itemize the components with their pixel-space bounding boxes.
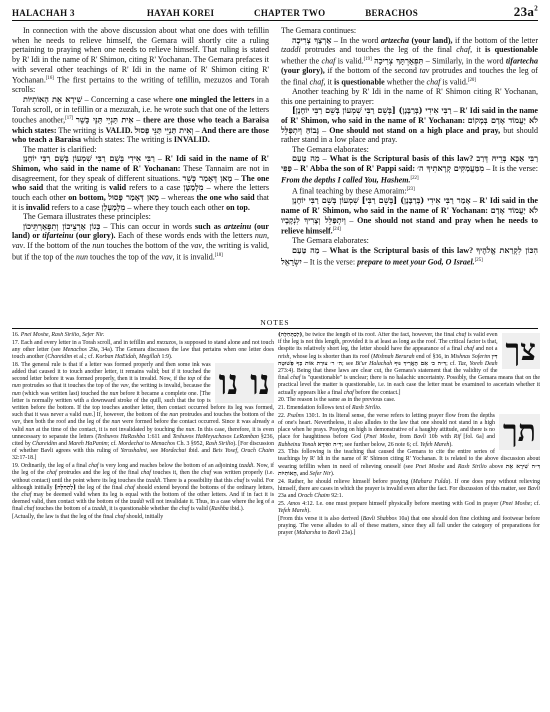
italic-text: Rash Sirilio [205, 441, 234, 448]
italic-text: tzaddi [281, 45, 301, 55]
bold-text: One should not stand and pray when he needs to relieve himself. [281, 215, 538, 236]
footnote: [Actually, the law is that the leg of the final chaf should, initially [12, 514, 164, 521]
footnote-ref: [25] [474, 257, 483, 263]
paragraph: The Gemara elaborates: [292, 236, 369, 246]
paragraph: The Gemara elaborates: [292, 144, 369, 154]
bold-text: R' Idi said in the name of R' Shimon, who said in the name of R' Yochanan: [281, 106, 538, 125]
italic-text: chaf [456, 332, 467, 338]
hebrew-text: מָאן דְּאָמַר פָּסוּל [108, 191, 159, 202]
hebrew-text: לֹא יַעֲמוֹד אָדָם בְּמָקוֹם גָּבוֹהַּ וְיִתְפַּלֵּל [281, 114, 538, 135]
hebrew-text: אַרְצָךְ צְרִיכָה [292, 34, 332, 45]
hebrew-text: מָאן דְּאָמַר כָּשֵׁר [182, 172, 233, 183]
bold-italic-text: From the depths I called You, Hashem. [281, 175, 411, 185]
italic-text: Bavli Shabbos [362, 515, 397, 522]
italic-text: mezuzos [156, 339, 177, 346]
hebrew-text: מַה טַּעַם [292, 245, 320, 256]
hebrew-text: כְּגוֹן אַרְצֵיכוֹן וְתִפְאַרְתֵּיכוֹן [23, 220, 101, 231]
header-center [107, 8, 498, 18]
italic-text: chaf [124, 484, 135, 491]
paragraph: A final teaching by these Amoraim:[23] [292, 186, 415, 196]
italic-text: chaf [179, 506, 190, 513]
bold-text: (your glory), [281, 66, 325, 76]
footnote: 17. Each and every letter in a Torah scroll, and in tefillin and mezuzos, is supposed to stand alone and not touch any other letter (see Menachos 29a, 34a). The Gemara discusses the law that pertains when one letter does touch another (Chareidim et al.; cf. Korban HaEidah, Megillah 1:9). [12, 339, 274, 361]
italic-text: Mordechai [160, 448, 187, 455]
italic-text: chaf [456, 45, 471, 55]
page-number: $23a^2$ [513, 4, 538, 19]
italic-text: nun [169, 412, 179, 419]
italic-text: nun, vav [12, 231, 269, 251]
italic-text: Menachos [62, 346, 87, 353]
italic-text: chaf [201, 470, 212, 477]
italic-text: Orach Chaim [297, 492, 330, 499]
footnote: צך (לְכַתְּחִלָּה), be twice the length of its roof. After the fact, however, the final chaf is valid even if the leg is not this length, provided it is at least as long as the roof. The critical factor is that, despite its relatively short leg, the letter should have the appearance of a final chaf and not a reish, whose leg is shorter than its roof (Mishnah Berurah end of §36, in Mishnas Soferim דִּין ה׳ ר׳ צוּרַת אוֹת כַּף פְּשׁוּטָה; see Bi'ur Halachah דִּ״ה כ׳ אִם הָאֲרִיךְ גּוּף; cf. Taz, Yoreh Deah 273:4). Being that these laws are clear cut, the Gemara's statement that the validity of the final chaf is "questionable" is unclear; there is no halachic uncertainty. Possibly, the Gemara means that on the practical level the matter is questionable, i.e. in each case the letter must be examined to ascertain whether it actually appears like a final chaf before the contact.] [278, 332, 540, 396]
paragraph: Another teaching by R' Idi in the name of R' Shimon citing R' Yochanan, this one pertaining to prayer: [281, 87, 538, 106]
footnote-ref: [18] [214, 252, 223, 258]
paragraph: In connection with the above discussion about what one does with tefillin when he needs to relieve himself, the Gemara will shortly cite a ruling pertaining to praying when one needs to relieve himself. That ruling is stated by R' Idi in the name of R' Shimon, citing R' Yochanan. The Gemara prefaces it with several other teachings of R' Idi in the name of R' Shimon citing R' Yochanan.[16] The first pertains to the writing of tefillin, mezuzos and Torah scrolls: [12, 26, 269, 95]
italic-text: chaf [426, 77, 441, 87]
bold-text: there are those who teach a Baraisa which states: [12, 115, 269, 135]
bold-text: is questionable [333, 77, 385, 87]
hebrew-text: (לְכַתְּחִלָּה) [278, 332, 303, 338]
footnote-ref: [20] [467, 77, 476, 83]
illustration-letters: תך [502, 413, 536, 449]
paragraph: The matter is clarified: [23, 144, 97, 154]
notes-heading: NOTES [260, 318, 290, 327]
bold-text: One should not stand on a high place and pray, [329, 125, 501, 135]
italic-text: Menachos [151, 441, 176, 448]
italic-text: Bavli [527, 485, 540, 492]
notes-rule [12, 328, 538, 329]
italic-text: Chareidim [47, 354, 73, 361]
bold-text: R' Abba the son of R' Pappi said: [300, 164, 416, 174]
bold-text: R' Idi said in the name of R' Shimon, who said in the name of R' Yochanan: [12, 154, 269, 174]
hebrew-text: דִּין ה׳ ר׳ צוּרַת אוֹת כַּף פְּשׁוּטָה [278, 353, 498, 367]
hebrew-text: אָמַר רַבִּי אִידִי (בְּרַבָּנָן) [בְּשֵׁם רַבִּי] שִׁמְעוֹן בְּשֵׁם רַבִּי יוֹחָנָן [292, 195, 471, 206]
header-rule [12, 20, 538, 21]
footnote-ref: [23] [406, 187, 415, 193]
halachah-label: HALACHAH 3 [12, 8, 75, 18]
italic-text: Mordechai [118, 441, 144, 448]
italic-text: vav [120, 383, 129, 390]
hebrew-text: מִמַּעֲמַקִּים קְרָאתִיךָ ה׳ [417, 163, 485, 174]
paragraph: The Gemara illustrates these principles: [23, 212, 151, 222]
footnote: 23. This following is the teaching that caused the Gemara to cite the entire series of teachings by R' Idi in the name of R' Shimon citing R' Yochanan. It is related to the above discussion about wearing tefillin when in need of relieving oneself (see Pnei Moshe and Rash Sirilio above דִּ״ה שִׁירָא אֵת הָאוֹתִיּוֹת, and Sefer Nir). [278, 449, 540, 477]
footnote-ref: [17] [65, 116, 74, 122]
italic-text: Rif [453, 434, 461, 441]
chapter-title: CHAPTER TWO [254, 8, 326, 18]
hebrew-text: דִּ״ה שִׁירָא אֵת הָאוֹתִיּוֹת [278, 463, 540, 477]
italic-text: nun [92, 241, 105, 251]
bold-text: The one who said [12, 173, 269, 193]
italic-text: Yefeh Mareh [278, 507, 308, 514]
italic-text: Rash Sirilio [352, 405, 380, 412]
hebrew-text: רַבִּי אִידִי (בְּרַבָּנָן) [בְּשֵׁם רַבִּי שִׁמְעוֹן בְּשֵׁם רַבִּי יוֹחָנָן] [292, 105, 452, 116]
footnote: 19. Ordinarily, the leg of a final chaf is very long and reaches below the bottom of an adjoining tzaddi. Now, if the leg of the chaf protrudes and the leg of the final chaf touches it, then the chaf was written properly (i.e. without contact) until the point where its leg touches the tzaddi. There is a possibility that this chaf is valid. For although initially [לְתְחִלָּה] the leg of the final chaf should extend beyond the bottoms of the ordinary letters, the chaf may be deemed valid when its leg is equal with the bottom of the other letters. And if in fact it is deemed valid, then contact with the bottom of the tzaddi will not invalidate it. Thus, in a case where the leg of a final chaf touches the bottom of a tzaddi, it is questionable whether the chaf is valid (Rashba ibid.). [12, 463, 274, 513]
italic-text: nun [75, 252, 88, 262]
tractate-title: BERACHOS [365, 8, 419, 18]
footnote-ref: [19] [363, 56, 372, 62]
italic-text: Sefer Nir [309, 470, 331, 477]
footnote-ref: [24] [332, 227, 341, 233]
paragraph: מַה טַּעַם – What is the Scriptural basis of this law? רַבִּי אַבָּא בְּרֵיהּ דְּרַב פַּפִּי – R' Abba the son of R' Pappi said: מִמַּעֲמַקִּים קְרָאתִיךָ ה׳ – It is the verse: From the depths I called You, Hashem.[22] [281, 153, 538, 185]
italic-text: chaf [234, 477, 245, 484]
paragraph: אָמַר רַבִּי אִידִי (בְּרַבָּנָן) [בְּשֵׁם רַבִּי] שִׁמְעוֹן בְּשֵׁם רַבִּי יוֹחָנָן – R' Idi said in the name of R' Shimon, who said in the name of R' Yochanan: לֹא יַעֲמוֹד אָדָם וְיִתְפַּלֵּל וְצָרִיךְ לִנְקָבָיו – One should not stand and pray when he needs to relieve himself.[24] [281, 195, 538, 236]
bold-italic-text: prepare to meet your God, O Israel. [357, 257, 475, 267]
paragraph: מַה טַּעַם – What is the Scriptural basis of this law? הִכּוֹן לִקְרַאת אֱלֹהֶיךָ יִשְׂרָאֵל – It is the verse: prepare to meet your God, O Israel.[25] [281, 245, 538, 267]
hebrew-text: וְאִית תַּנְיֵי תַּנֵּי פָּסוּל [134, 124, 194, 135]
footnote: 20. The reason is the same as in the previous case. [278, 397, 396, 404]
section-title: HAYAH KOREI [146, 8, 215, 18]
paragraph: The Gemara continues: [281, 26, 357, 35]
italic-text: chaf [88, 463, 99, 470]
bold-text: the one who said [196, 192, 255, 202]
italic-text: chaf [115, 514, 126, 521]
main-text-right-column [281, 26, 538, 312]
italic-text: vav [161, 252, 173, 262]
italic-text: reish [278, 353, 290, 360]
bold-italic-text: artzecha [380, 35, 410, 45]
italic-text: tav [419, 66, 430, 76]
italic-text: Beis Yosef, Orach Chaim [212, 448, 274, 455]
bold-text: one mingled the letters [175, 95, 255, 105]
notes-right-column [278, 332, 540, 708]
bold-text: (your land), [409, 35, 453, 45]
bold-text: What is the Scriptural basis of this law? [329, 154, 474, 164]
italic-text: Mishnah Berurah [373, 353, 415, 360]
footnote: 21. Emendation follows text of Rash Sirilio. [278, 405, 382, 412]
italic-text: chaf [46, 470, 57, 477]
bold-text: (our glory). [73, 231, 116, 241]
letter-illustration-tzaddichaf [502, 333, 540, 369]
italic-text: vav [12, 419, 21, 426]
footnote: תך 22. Psalms 130:1. In its literal sense, the verse refers to letting prayer flow from the depths of one's heart. Nevertheless, it also alludes to the law that one should not stand in a high place when he prays. Praying on high is demonstrative of a haughty attitude, and there is no place for haughtiness before God (Pnei Moshe, from Bavli 10b with Rif [fol. 6a] and Rabbeinu Yonah דִּ״ה ואִירָא; see further below, 26 note 6; cf. Yefeh Mareh). [278, 413, 540, 449]
italic-text: Rashba [211, 506, 229, 513]
bold-italic-text: tifartecha [505, 56, 538, 66]
italic-text: nun [111, 419, 121, 426]
letter-illustration-tavchaf [499, 414, 540, 450]
hebrew-text: הִכּוֹן לִקְרַאת אֱלֹהֶיךָ יִשְׂרָאֵל [281, 245, 538, 267]
hebrew-text: אִית תַּנְיֵי תַּנֵּי כָּשֵׁר [75, 114, 134, 125]
italic-text: top [187, 376, 196, 383]
italic-text: Pnei Moshe [415, 463, 445, 470]
bold-text: invalid [25, 202, 50, 212]
hebrew-text: רַבִּי אִידִי בְּשֵׁם רַבִּי שִׁמְעוֹן בְּשֵׁם רַבִּי יוֹחָנָן [23, 153, 155, 164]
bold-italic-text: artzeinu [223, 221, 252, 231]
italic-text: nun [82, 412, 92, 419]
bold-text: such as [195, 221, 224, 231]
italic-text: nun [12, 383, 21, 390]
paragraph: רַבִּי אִידִי בְּשֵׁם רַבִּי שִׁמְעוֹן בְּשֵׁם רַבִּי יוֹחָנָן – R' Idi said in the name of R' Shimon, who said in the name of R' Yochanan: These Tannaim are not in disagreement, for they speak of different situations. מָאן דְּאָמַר כָּשֵׁר – The one who said that the writing is valid refers to a case מִלְמַטָּן – where the letters touch each other on bottom, מָאן דְּאָמַר פָּסוּל – whereas the one who said that it is invalid refers to a case מִלְמַעְלָן – where they touch each other on top. [12, 153, 269, 212]
running-header [12, 4, 538, 20]
footnote: 25. Amos 4:12. I.e. one must prepare himself physically before meeting with God in prayer (Pnei Moshe; cf. Yefeh Mareh). [278, 500, 540, 514]
italic-text: Teshuvos HaMeyuchasos LeRamban [172, 433, 259, 440]
italic-text: tzaddi [92, 506, 107, 513]
italic-text: chaf [290, 375, 301, 382]
italic-text: Chareidim [32, 441, 57, 448]
italic-text: Teshuvos HaRashba [97, 433, 146, 440]
italic-text: chaf [309, 77, 324, 87]
italic-text: nun [109, 390, 119, 397]
hebrew-text: [לְתְחִלָּה] [54, 484, 76, 491]
bold-text: (our land) or [12, 221, 269, 241]
italic-text: tzaddi [239, 463, 254, 470]
paragraph: אַרְצָךְ צְרִיכָה – In the word artzecha (your land), if the bottom of the letter tzaddi protrudes and touches the leg of the final chaf, it is questionable whether the chaf is valid.[19] תִּפְאַרְתָּךְ צְרִיכָה – Similarly, in the word tifartecha (your glory), if the bottom of the second tav protrudes and touches the leg of the final chaf, it is questionable whether the chaf is valid.[20] [281, 34, 538, 87]
footnote: 16. Pnei Moshe, Rash Sirilio, Sefer Nir. [12, 332, 105, 338]
bold-italic-text: tifarteinu [42, 231, 74, 241]
italic-text: Bavli [327, 529, 341, 536]
italic-text: Pnei Moshe [502, 500, 531, 507]
italic-text: chaf [463, 346, 474, 353]
main-text-left-column [12, 26, 269, 312]
bold-text: What is the Scriptural basis of this law? [329, 246, 474, 256]
italic-text: Yefeh Mareh [420, 441, 450, 448]
footnote: נו נו 18. The general rule is that if a letter was formed properly and then some ink was added that caused it to touch another letter, it remains valid; but if it touched the second letter before it was formed properly, then it is invalid. Now, if the top of the nun protrudes so that it touches the top of the vav, the writing is invalid, because the nun (which was written last) touched the nun before it became a complete one. [The letter is normally written with a downward stroke of the quill, such that the top is written before the bottom. If the top touches another letter, then contact occurred before its leg was formed, such that it was never a valid nun.] If, however, the bottom of the nun protrudes and touches the bottom of the vav, then both the roof and the leg of the nun were formed before the contact occurred. Since it was already a valid nun at the time of the contact, it is not invalidated by touching the nun. In this case, therefore, it is even unnecessary to separate the letters (Teshuvos HaRashba 1:611 and Teshuvos HaMeyuchasos LeRamban §236, cited by Chareidim and Mareh HaPanim; cf. Mordechai to Menachos Ch. 3 §952, Rash Sirilio). [For discussion of whether Bavli agrees with this ruling of Yerushalmi, see Mordechai ibid. and Beis Yosef, Orach Chaim 32:17-18.] [12, 361, 274, 462]
italic-text: Pnei Moshe [365, 434, 396, 441]
italic-text: chaf [343, 389, 354, 396]
italic-text: Amos [287, 500, 301, 507]
italic-text: Korban HaEidah, Megillah [95, 354, 160, 361]
italic-text: chaf [140, 470, 151, 477]
hebrew-text: שִׁירָא אֵת הָאוֹתִיּוֹת [23, 94, 83, 105]
bold-text: R' Idi said in the name of R' Shimon, who said in the name of R' Yochanan: [281, 196, 538, 215]
italic-text: Mishnas Soferim [450, 353, 491, 360]
italic-text: nun [185, 426, 195, 433]
bold-text: valid [109, 183, 127, 193]
notes-left-column [12, 332, 274, 708]
paragraph: רַבִּי אִידִי (בְּרַבָּנָן) [בְּשֵׁם רַבִּי שִׁמְעוֹן בְּשֵׁם רַבִּי יוֹחָנָן] – R' Idi said in the name of R' Shimon, who said in the name of R' Yochanan: לֹא יַעֲמוֹד אָדָם בְּמָקוֹם גָּבוֹהַּ וְיִתְפַּלֵּל – One should not stand on a high place and pray, but should rather stand in a low place and pray. [281, 105, 538, 145]
hebrew-text: מַה טַּעַם [292, 153, 320, 164]
italic-text: Mareh HaPanim [68, 441, 108, 448]
italic-text: Pnei Moshe, Rash Sirilio, Sefer Nir. [20, 332, 105, 338]
illustration-letters: צך [505, 333, 536, 368]
hebrew-text: רַבִּי אַבָּא בְּרֵיהּ דְּרַב פַּפִּי [281, 153, 538, 174]
italic-text: Mahara Fulda [412, 478, 449, 485]
bold-text: on bottom, [68, 192, 106, 202]
footnote: [From this verse it is also derived (Bavli Shabbos 10a) that one should don fine clothing and footwear before praying. The verse alludes to all of these matters, since they all fall under the category of preparations for prayer (Maharsha to Bavli 23a).] [278, 515, 540, 536]
italic-text: Yerushalmi [120, 448, 147, 455]
italic-text: chaf [24, 506, 35, 513]
footnote-ref: [22] [410, 175, 419, 181]
bold-text: VALID. [105, 125, 133, 135]
bold-text: INVALID. [173, 135, 210, 145]
italic-text: Psalms [287, 412, 304, 419]
italic-text: tzaddi [145, 477, 161, 484]
hebrew-text: מִלְמַטָּן [183, 182, 204, 193]
paragraph: שִׁירָא אֵת הָאוֹתִיּוֹת – Concerning a case where one mingled the letters in a Torah scroll, or in tefillin or a mezuzah, i.e. he wrote such that one of the letters touches another,[17] אִית תַּנְיֵי תַּנֵּי כָּשֵׁר – there are those who teach a Baraisa which states: The writing is VALID. וְאִית תַּנְיֵי תַּנֵּי פָּסוּל – And there are those who teach a Baraisa which states: The writing is INVALID. [12, 94, 269, 145]
bold-text: And there are those who teach a Baraisa [12, 125, 269, 145]
italic-text: chaf [321, 56, 336, 66]
footnote: 24. Rather, he should relieve himself before praying (Mahara Fulda). If one does pray without relieving himself, there are cases in which the prayer is invalid even after the fact. For discussion of this matter, see Bavli 23a and Orach Chaim 92:1. [278, 478, 540, 499]
hebrew-text: מִלְמַעְלָן [101, 201, 126, 212]
illustration-letters: נו נו [218, 362, 270, 403]
italic-text: Maharsha [296, 529, 321, 536]
hebrew-text: תִּפְאַרְתָּךְ צְרִיכָה [374, 55, 424, 66]
italic-text: tzaddi [129, 499, 145, 506]
italic-text: chaf [21, 491, 32, 498]
paragraph: כְּגוֹן אַרְצֵיכוֹן וְתִפְאַרְתֵּיכוֹן – This can occur in words such as artzeinu (our land) or tifarteinu (our glory). Each of these words ends with the letters nun, vav. If the bottom of the nun touches the bottom of the vav, the writing is valid, but if the top of the nun touches the top of the vav, it is invalid.[18] [12, 220, 269, 262]
italic-text: Rash Sirilio [457, 463, 487, 470]
bold-text: is questionable [485, 45, 538, 55]
hebrew-text: לֹא יַעֲמוֹד אָדָם וְיִתְפַּלֵּל וְצָרִיךְ לִנְקָבָיו [281, 204, 538, 225]
italic-text: Bavli [413, 434, 427, 441]
bold-text: on top. [226, 202, 250, 212]
hebrew-text: דִּ״ה כ׳ אִם הָאֲרִיךְ גּוּף [394, 360, 447, 367]
footnote-ref: [16] [45, 76, 54, 82]
italic-text: Rabbeinu Yonah [278, 441, 317, 448]
italic-text: nun [25, 426, 35, 433]
hebrew-text: דִּ״ה ואִירָא [317, 441, 342, 448]
italic-text: vav [190, 241, 202, 251]
italic-text: nun [12, 390, 21, 397]
letter-illustration-nunvav [215, 363, 274, 403]
italic-text: Taz, Yoreh Deah [457, 360, 498, 367]
italic-text: Bi'ur Halachah [355, 360, 393, 367]
